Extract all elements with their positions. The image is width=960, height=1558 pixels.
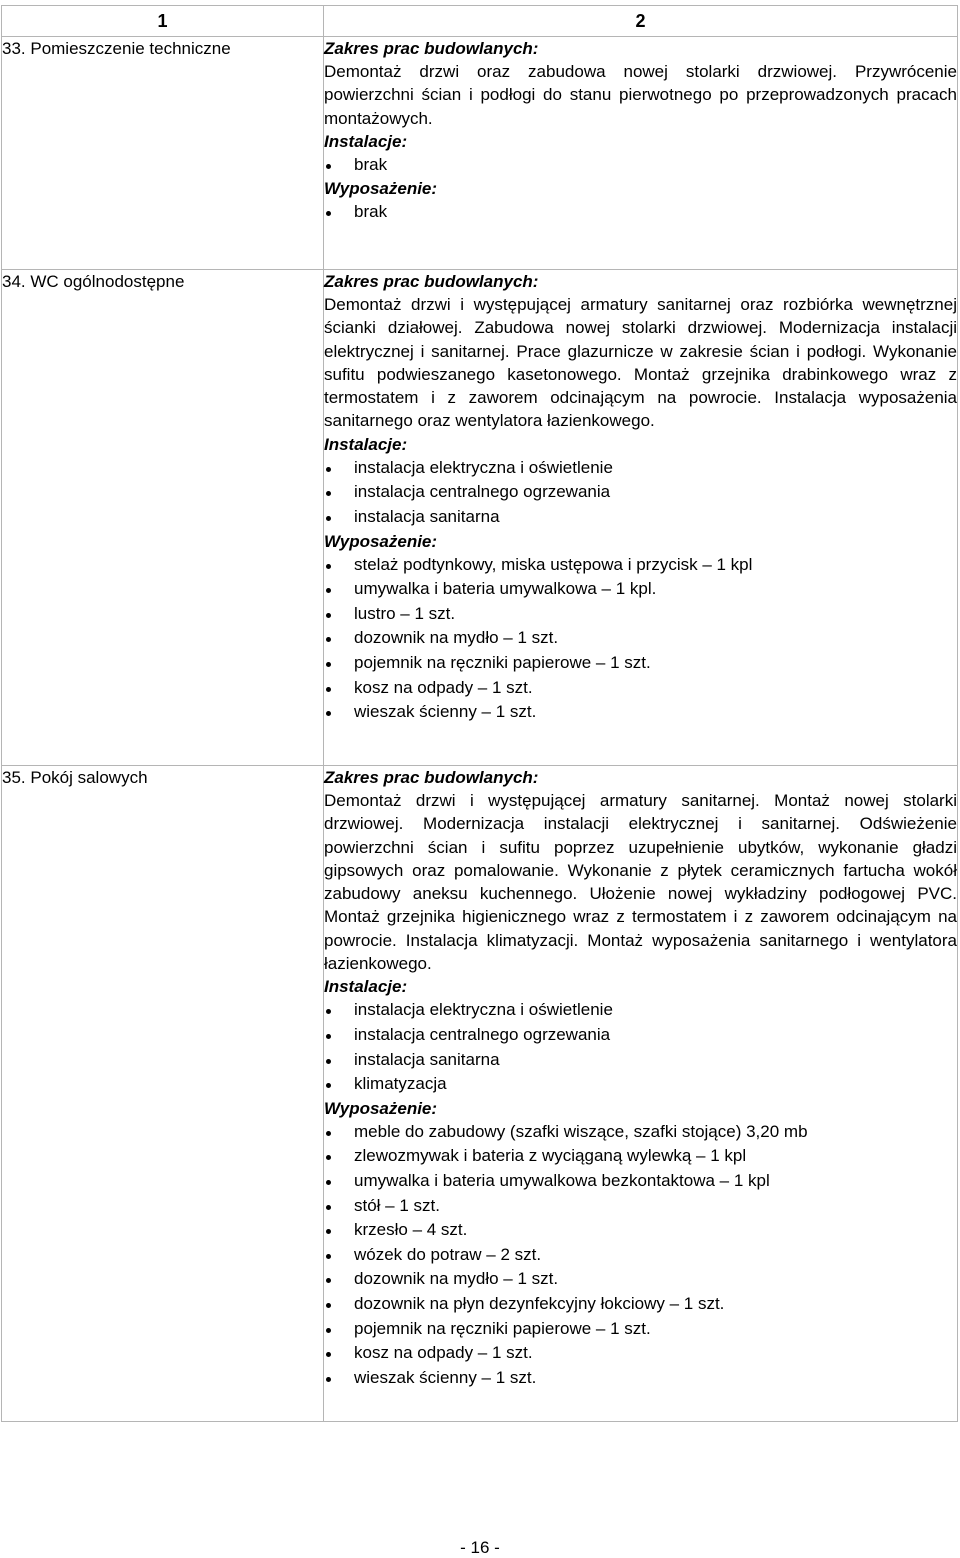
list-item: kosz na odpady – 1 szt. [324, 1341, 957, 1366]
list-item: krzesło – 4 szt. [324, 1218, 957, 1243]
list-item: instalacja centralnego ogrzewania [324, 1023, 957, 1048]
page-number: - 16 - [460, 1538, 500, 1557]
room-details [324, 37, 958, 270]
table-row-33 [2, 37, 958, 270]
installations-label: Instalacje: [324, 131, 408, 151]
scope-label: Zakres prac budowlanych: [324, 768, 539, 787]
equipment-list [324, 200, 957, 225]
list-item: dozownik na mydło – 1 szt. [324, 1267, 957, 1292]
list-item: meble do zabudowy (szafki wiszące, szafki stojące) 3,20 mb [324, 1120, 957, 1145]
equipment-label: Wyposażenie: [324, 1098, 438, 1118]
list-item: instalacja centralnego ogrzewania [324, 480, 957, 505]
list-item: dozownik na mydło – 1 szt. [324, 626, 957, 651]
list-item: instalacja elektryczna i oświetlenie [324, 998, 957, 1023]
list-item: lustro – 1 szt. [324, 602, 957, 627]
table-row-35 [2, 766, 958, 1422]
list-item: stelaż podtynkowy, miska ustępowa i przycisk – 1 kpl [324, 553, 957, 578]
list-item: pojemnik na ręczniki papierowe – 1 szt. [324, 1317, 957, 1342]
list-item: wieszak ścienny – 1 szt. [324, 1366, 957, 1391]
installations-list [324, 998, 957, 1096]
list-item: dozownik na płyn dezynfekcyjny łokciowy – 1 szt. [324, 1292, 957, 1317]
list-item: instalacja sanitarna [324, 1048, 957, 1073]
list-item: zlewozmywak i bateria z wyciąganą wylewką – 1 kpl [324, 1144, 957, 1169]
scope-text: Demontaż drzwi oraz zabudowa nowej stolarki drzwiowej. Przywrócenie powierzchni ścian i podłogi do stanu pierwotnego po przeprowadzonych pracach montażowych. [324, 62, 957, 128]
scope-text: Demontaż drzwi i występującej armatury sanitarnej. Montaż nowej stolarki drzwiowej. Modernizacja instalacji elektrycznej i sanitarnej. Odświeżenie powierzchni ścian i sufitu poprzez uzupełnienie ubytków, wykonanie gładzi gipsowych oraz pomalowanie. Wykonanie z płytek ceramicznych fartucha wokół zabudowy aneksu kuchennego. Ułożenie nowej wykładziny podłogowej PVC. Montaż grzejnika higienicznego wraz z termostatem i z zaworem odcinającym na powrocie. Instalacja klimatyzacji. Montaż wyposażenia sanitarnego i wentylatora łazienkowego. [324, 791, 957, 974]
equipment-label: Wyposażenie: [324, 531, 438, 551]
equipment-label: Wyposażenie: [324, 179, 438, 199]
installations-list [324, 153, 957, 178]
scope-label: Zakres prac budowlanych: [324, 272, 539, 291]
list-item: kosz na odpady – 1 szt. [324, 676, 957, 701]
table-row-34 [2, 270, 958, 766]
room-name: 33. Pomieszczenie techniczne [2, 37, 324, 270]
list-item: pojemnik na ręczniki papierowe – 1 szt. [324, 651, 957, 676]
equipment-list [324, 1120, 957, 1391]
list-item: brak [324, 200, 957, 225]
installations-label: Instalacje: [324, 434, 408, 454]
list-item: brak [324, 153, 957, 178]
installations-list [324, 456, 957, 530]
list-item: instalacja elektryczna i oświetlenie [324, 456, 957, 481]
scope-label: Zakres prac budowlanych: [324, 39, 539, 58]
list-item: umywalka i bateria umywalkowa bezkontaktowa – 1 kpl [324, 1169, 957, 1194]
equipment-list [324, 553, 957, 725]
list-item: instalacja sanitarna [324, 505, 957, 530]
scope-text: Demontaż drzwi i występującej armatury sanitarnej oraz rozbiórka wewnętrznej ścianki działowej. Zabudowa nowej stolarki drzwiowej. Modernizacja instalacji elektrycznej i sanitarnej. Prace glazurnicze w zakresie ścian i podłogi. Wykonanie sufitu podwieszanego kasetonowego. Montaż grzejnika drabinkowego wraz z termostatem i z zaworem odcinającym na powrocie. Instalacja wyposażenia sanitarnego oraz wentylatora łazienkowego. [324, 295, 957, 431]
scope-table [1, 5, 958, 1422]
room-details [324, 766, 958, 1422]
table-header-row [2, 6, 958, 37]
list-item: stół – 1 szt. [324, 1194, 957, 1219]
room-details [324, 270, 958, 766]
list-item: klimatyzacja [324, 1072, 957, 1097]
room-name: 34. WC ogólnodostępne [2, 270, 324, 766]
room-name: 35. Pokój salowych [2, 766, 324, 1422]
list-item: wieszak ścienny – 1 szt. [324, 700, 957, 725]
column-header-2: 2 [324, 6, 958, 37]
installations-label: Instalacje: [324, 977, 408, 997]
list-item: wózek do potraw – 2 szt. [324, 1243, 957, 1268]
column-header-1: 1 [2, 6, 324, 37]
list-item: umywalka i bateria umywalkowa – 1 kpl. [324, 577, 957, 602]
